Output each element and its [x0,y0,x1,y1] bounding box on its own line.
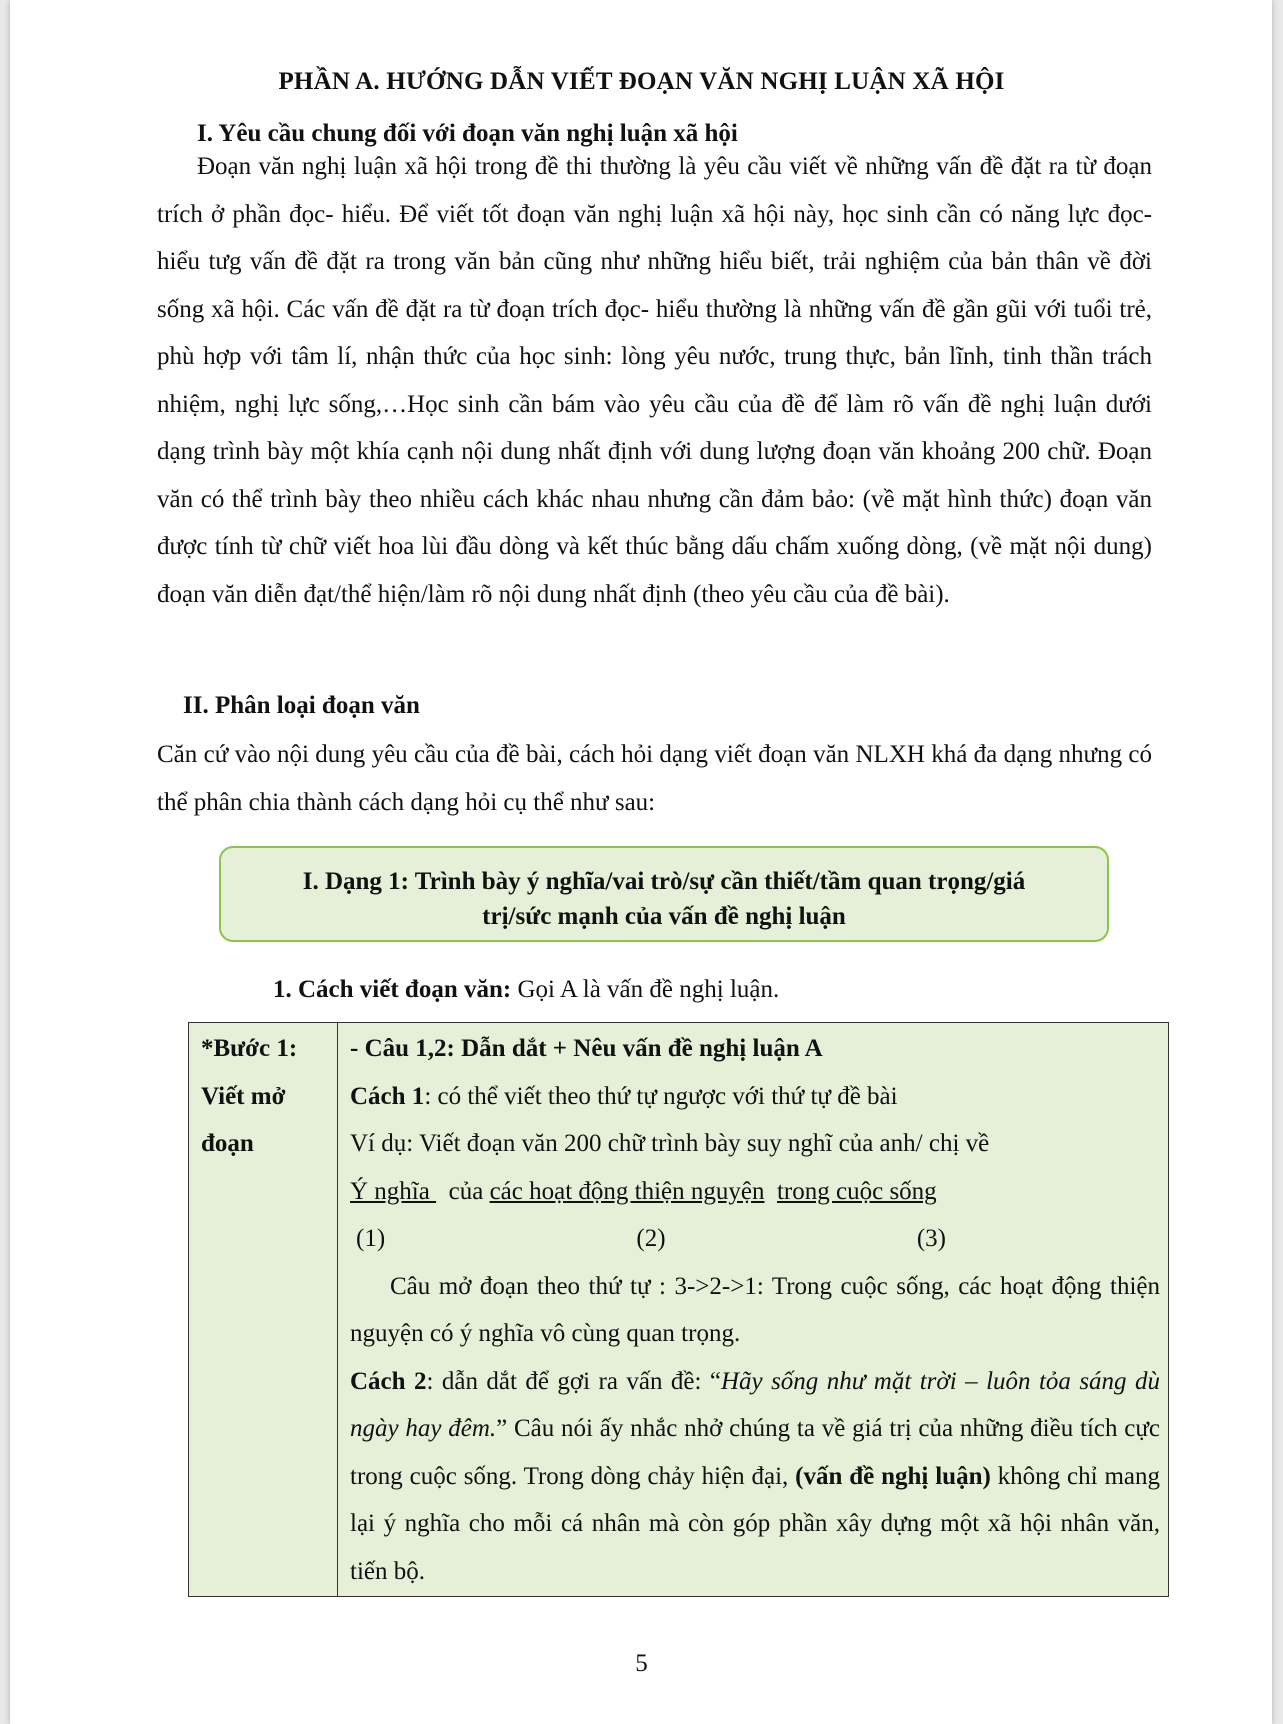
cach-2-intro: : dẫn dắt để gợi ra vấn đề: “ [426,1367,721,1395]
example-parts-line [350,1168,1160,1216]
method-subheading-text: Gọi A là vấn đề nghị luận. [511,976,780,1003]
step-label-line: đoạn [201,1130,254,1157]
steps-table [188,1022,1169,1597]
example-part-2: các hoạt động thiện nguyện [489,1177,765,1205]
cach-1-line [350,1073,1160,1121]
table-row [189,1023,1169,1597]
step-label-line: Viết mở [201,1082,286,1110]
page-number: 5 [635,1650,648,1677]
order-sentence-block [350,1263,1160,1358]
example-join-2 [764,1178,777,1205]
example-number-2: (2) [636,1225,666,1252]
example-numbers [350,1215,946,1263]
type-1-title-line1: I. Dạng 1: Trình bày ý nghĩa/vai trò/sự cần thiết/tầm quan trọng/giá [302,868,1026,895]
example-line: Ví dụ: Viết đoạn văn 200 chữ trình bày suy nghĩ của anh/ chị về [350,1130,990,1157]
cach-1-text: : có thể viết theo thứ tự ngược với thứ tự đề bài [424,1082,898,1110]
type-1-box [219,846,1109,942]
example-number-3: (3) [916,1225,946,1252]
cach-2-label: Cách 2 [350,1367,427,1395]
type-1-title-line2: trị/sức mạnh của vấn đề nghị luận [482,903,846,930]
section-1-text: Đoạn văn nghị luận xã hội trong đề thi thường là yêu cầu viết về những vấn đề đặt ra từ đoạn trích ở phần đọc- hiểu. Để viết tốt đoạn văn nghị luận xã hội này, học sinh cần có năng lực đọc- hiểu tưg vấn đề đặt ra trong văn bản cũng như những hiểu biết, trải nghiệm của bản thân về đời sống xã hội. Các vấn đề đặt ra từ đoạn trích đọc- hiểu thường là những vấn đề gần gũi với tuổi trẻ, phù hợp với tâm lí, nhận thức của học sinh: lòng yêu nước, trung thực, bản lĩnh, tinh thần trách nhiệm, nghị lực sống,…Học sinh cần bám vào yêu cầu của đề để làm rõ vấn đề nghị luận dưới dạng trình bày một khía cạnh nội dung nhất định với dung lượng đoạn văn khoảng 200 chữ. Đoạn văn có thể trình bày theo nhiều cách khác nhau nhưng cần đảm bảo: (về mặt hình thức) đoạn văn được tính từ chữ viết hoa lùi đầu dòng và kết thúc bằng dấu chấm xuống dòng, (về mặt nội dung) đoạn văn diễn đạt/thể hiện/làm rõ nội dung nhất định (theo yêu cầu của đề bài). [157,153,1152,608]
cach-2-end: không chỉ mang lại ý nghĩa cho mỗi cá nhân mà còn góp phần xây dựng một xã hội nhân văn, tiến bộ. [350,1462,1160,1585]
example-number-1: (1) [356,1225,386,1252]
cach-2-quote: Hãy sống như mặt trời – luôn tỏa sáng dù ngày hay đêm. [350,1367,1160,1442]
step-content-cell [338,1023,1169,1597]
cach-1-label: Cách 1 [350,1082,425,1110]
method-subheading [273,976,779,1004]
example-part-1: Ý nghĩa [350,1177,437,1205]
page-title: PHẦN A. HƯỚNG DẪN VIẾT ĐOẠN VĂN NGHỊ LUẬN XÃ HỘI [278,68,1005,95]
step-label-line: *Bước 1: [201,1035,298,1062]
cach-2-block [350,1358,1160,1596]
section-2-heading: II. Phân loại đoạn văn [183,692,420,719]
example-part-3: trong cuộc sống [776,1177,937,1205]
step-label-cell [189,1023,338,1597]
section-2-paragraph: Căn cứ vào nội dung yêu cầu của đề bài, cách hỏi dạng viết đoạn văn NLXH khá đa dạng nhưng có thể phân chia thành cách dạng hỏi cụ thể như sau: [157,741,1152,816]
example-join-1: của [436,1177,490,1205]
section-1-heading: I. Yêu cầu chung đối với đoạn văn nghị luận xã hội [197,120,738,147]
cach-2-bold: (vấn đề nghị luận) [795,1462,991,1490]
section-1-paragraph [157,143,1152,618]
order-sentence: Câu mở đoạn theo thứ tự : 3->2->1: Trong cuộc sống, các hoạt động thiện nguyện có ý nghĩa vô cùng quan trọng. [350,1272,1160,1347]
step-line-1: - Câu 1,2: Dẫn dắt + Nêu vấn đề nghị luận A [350,1035,823,1062]
cach-2-after: ” Câu nói ấy nhắc nhở chúng ta về giá trị của những điều tích cực trong cuộc sống. Trong dòng chảy hiện đại, [350,1415,1160,1490]
method-subheading-label: 1. Cách viết đoạn văn: [273,976,512,1003]
